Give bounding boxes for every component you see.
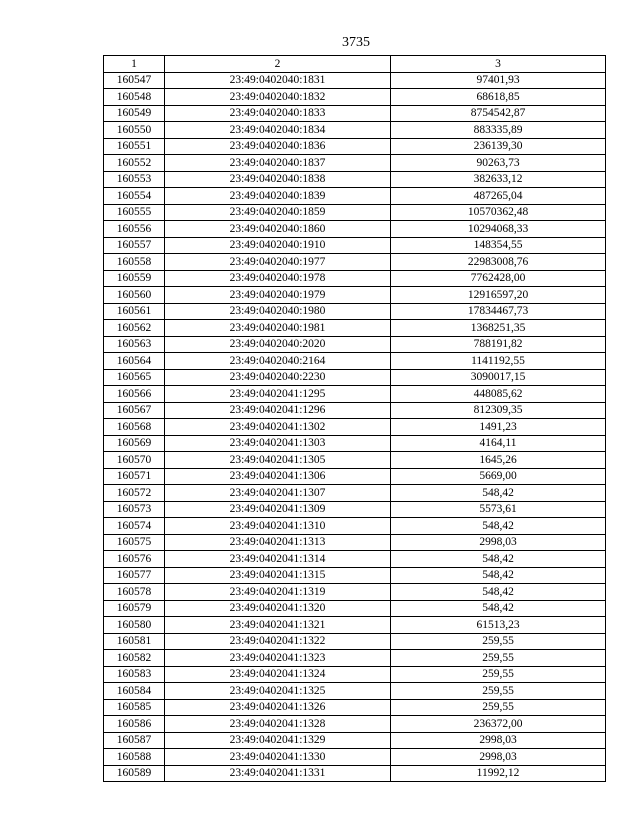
row-number-cell: 160575 <box>104 534 165 551</box>
value-cell: 8754542,87 <box>391 105 606 122</box>
row-number-cell: 160588 <box>104 749 165 766</box>
cadastral-number-cell: 23:49:0402041:1306 <box>165 468 391 485</box>
value-cell: 548,42 <box>391 485 606 502</box>
table-row <box>104 336 606 353</box>
table-row <box>104 551 606 568</box>
cadastral-number-cell: 23:49:0402040:1978 <box>165 270 391 287</box>
value-cell: 236139,30 <box>391 138 606 155</box>
cadastral-number-cell: 23:49:0402041:1324 <box>165 666 391 683</box>
row-number-cell: 160570 <box>104 452 165 469</box>
value-cell: 883335,89 <box>391 122 606 139</box>
table-body <box>104 72 606 782</box>
table-row <box>104 353 606 370</box>
row-number-cell: 160551 <box>104 138 165 155</box>
table-row <box>104 749 606 766</box>
row-number-cell: 160576 <box>104 551 165 568</box>
table-row <box>104 188 606 205</box>
cadastral-number-cell: 23:49:0402040:1839 <box>165 188 391 205</box>
value-cell: 5573,61 <box>391 501 606 518</box>
cadastral-number-cell: 23:49:0402040:1977 <box>165 254 391 271</box>
cadastral-number-cell: 23:49:0402040:1832 <box>165 89 391 106</box>
row-number-cell: 160583 <box>104 666 165 683</box>
row-number-cell: 160558 <box>104 254 165 271</box>
table-header <box>104 56 606 73</box>
table-row <box>104 518 606 535</box>
value-cell: 22983008,76 <box>391 254 606 271</box>
page-number: 3735 <box>342 35 370 50</box>
cadastral-number-cell: 23:49:0402040:1860 <box>165 221 391 238</box>
cadastral-number-cell: 23:49:0402041:1307 <box>165 485 391 502</box>
value-cell: 548,42 <box>391 567 606 584</box>
cadastral-number-cell: 23:49:0402041:1315 <box>165 567 391 584</box>
cadastral-number-cell: 23:49:0402041:1322 <box>165 633 391 650</box>
cadastral-number-cell: 23:49:0402041:1302 <box>165 419 391 436</box>
table-row <box>104 716 606 733</box>
cadastral-number-cell: 23:49:0402041:1323 <box>165 650 391 667</box>
cadastral-number-cell: 23:49:0402041:1326 <box>165 699 391 716</box>
column-header-1: 1 <box>104 56 165 73</box>
table-row <box>104 699 606 716</box>
row-number-cell: 160568 <box>104 419 165 436</box>
cadastral-number-cell: 23:49:0402041:1329 <box>165 732 391 749</box>
column-header-3: 3 <box>391 56 606 73</box>
table-row <box>104 303 606 320</box>
table-row <box>104 666 606 683</box>
row-number-cell: 160577 <box>104 567 165 584</box>
table-row <box>104 89 606 106</box>
cadastral-number-cell: 23:49:0402040:2164 <box>165 353 391 370</box>
value-cell: 7762428,00 <box>391 270 606 287</box>
cadastral-number-cell: 23:49:0402041:1321 <box>165 617 391 634</box>
value-cell: 1645,26 <box>391 452 606 469</box>
table-row <box>104 204 606 221</box>
row-number-cell: 160586 <box>104 716 165 733</box>
value-cell: 259,55 <box>391 666 606 683</box>
row-number-cell: 160563 <box>104 336 165 353</box>
value-cell: 90263,73 <box>391 155 606 172</box>
table-row <box>104 584 606 601</box>
table-row <box>104 270 606 287</box>
value-cell: 10294068,33 <box>391 221 606 238</box>
row-number-cell: 160589 <box>104 765 165 782</box>
row-number-cell: 160554 <box>104 188 165 205</box>
cadastral-number-cell: 23:49:0402041:1320 <box>165 600 391 617</box>
header-row <box>104 56 606 73</box>
row-number-cell: 160567 <box>104 402 165 419</box>
value-cell: 259,55 <box>391 650 606 667</box>
table-row <box>104 221 606 238</box>
value-cell: 548,42 <box>391 584 606 601</box>
value-cell: 788191,82 <box>391 336 606 353</box>
value-cell: 2998,03 <box>391 534 606 551</box>
cadastral-number-cell: 23:49:0402040:1981 <box>165 320 391 337</box>
table-row <box>104 452 606 469</box>
value-cell: 4164,11 <box>391 435 606 452</box>
cadastral-number-cell: 23:49:0402040:2230 <box>165 369 391 386</box>
value-cell: 259,55 <box>391 699 606 716</box>
table-row <box>104 633 606 650</box>
row-number-cell: 160552 <box>104 155 165 172</box>
value-cell: 10570362,48 <box>391 204 606 221</box>
cadastral-number-cell: 23:49:0402040:2020 <box>165 336 391 353</box>
row-number-cell: 160560 <box>104 287 165 304</box>
table-row <box>104 419 606 436</box>
row-number-cell: 160569 <box>104 435 165 452</box>
cadastral-number-cell: 23:49:0402041:1305 <box>165 452 391 469</box>
table-row <box>104 650 606 667</box>
table-row <box>104 485 606 502</box>
row-number-cell: 160555 <box>104 204 165 221</box>
table-row <box>104 468 606 485</box>
cadastral-number-cell: 23:49:0402041:1319 <box>165 584 391 601</box>
row-number-cell: 160550 <box>104 122 165 139</box>
table-row <box>104 287 606 304</box>
value-cell: 11992,12 <box>391 765 606 782</box>
row-number-cell: 160573 <box>104 501 165 518</box>
table-row <box>104 122 606 139</box>
value-cell: 548,42 <box>391 518 606 535</box>
value-cell: 382633,12 <box>391 171 606 188</box>
row-number-cell: 160559 <box>104 270 165 287</box>
row-number-cell: 160572 <box>104 485 165 502</box>
cadastral-number-cell: 23:49:0402040:1833 <box>165 105 391 122</box>
value-cell: 148354,55 <box>391 237 606 254</box>
row-number-cell: 160587 <box>104 732 165 749</box>
value-cell: 548,42 <box>391 551 606 568</box>
cadastral-number-cell: 23:49:0402040:1859 <box>165 204 391 221</box>
table-row <box>104 501 606 518</box>
value-cell: 812309,35 <box>391 402 606 419</box>
cadastral-number-cell: 23:49:0402040:1836 <box>165 138 391 155</box>
row-number-cell: 160584 <box>104 683 165 700</box>
registry-table <box>103 55 606 782</box>
row-number-cell: 160556 <box>104 221 165 238</box>
table-row <box>104 600 606 617</box>
row-number-cell: 160582 <box>104 650 165 667</box>
cadastral-number-cell: 23:49:0402041:1296 <box>165 402 391 419</box>
value-cell: 68618,85 <box>391 89 606 106</box>
value-cell: 97401,93 <box>391 72 606 89</box>
cadastral-number-cell: 23:49:0402041:1325 <box>165 683 391 700</box>
cadastral-number-cell: 23:49:0402040:1831 <box>165 72 391 89</box>
row-number-cell: 160579 <box>104 600 165 617</box>
row-number-cell: 160574 <box>104 518 165 535</box>
table-row <box>104 386 606 403</box>
cadastral-number-cell: 23:49:0402040:1979 <box>165 287 391 304</box>
table-row <box>104 320 606 337</box>
row-number-cell: 160578 <box>104 584 165 601</box>
column-header-2: 2 <box>165 56 391 73</box>
row-number-cell: 160580 <box>104 617 165 634</box>
row-number-cell: 160548 <box>104 89 165 106</box>
row-number-cell: 160557 <box>104 237 165 254</box>
cadastral-number-cell: 23:49:0402041:1309 <box>165 501 391 518</box>
cadastral-number-cell: 23:49:0402041:1313 <box>165 534 391 551</box>
value-cell: 17834467,73 <box>391 303 606 320</box>
table-row <box>104 435 606 452</box>
value-cell: 5669,00 <box>391 468 606 485</box>
row-number-cell: 160585 <box>104 699 165 716</box>
table-row <box>104 171 606 188</box>
table-row <box>104 765 606 782</box>
value-cell: 548,42 <box>391 600 606 617</box>
table-row <box>104 567 606 584</box>
row-number-cell: 160566 <box>104 386 165 403</box>
value-cell: 236372,00 <box>391 716 606 733</box>
table-row <box>104 402 606 419</box>
table-row <box>104 369 606 386</box>
cadastral-number-cell: 23:49:0402041:1331 <box>165 765 391 782</box>
value-cell: 1368251,35 <box>391 320 606 337</box>
row-number-cell: 160564 <box>104 353 165 370</box>
value-cell: 259,55 <box>391 683 606 700</box>
value-cell: 2998,03 <box>391 749 606 766</box>
row-number-cell: 160547 <box>104 72 165 89</box>
cadastral-number-cell: 23:49:0402041:1328 <box>165 716 391 733</box>
row-number-cell: 160581 <box>104 633 165 650</box>
table-row <box>104 72 606 89</box>
value-cell: 1141192,55 <box>391 353 606 370</box>
cadastral-number-cell: 23:49:0402040:1834 <box>165 122 391 139</box>
table-row <box>104 732 606 749</box>
row-number-cell: 160553 <box>104 171 165 188</box>
cadastral-number-cell: 23:49:0402040:1980 <box>165 303 391 320</box>
row-number-cell: 160549 <box>104 105 165 122</box>
table-row <box>104 534 606 551</box>
row-number-cell: 160565 <box>104 369 165 386</box>
cadastral-number-cell: 23:49:0402041:1310 <box>165 518 391 535</box>
table-row <box>104 617 606 634</box>
row-number-cell: 160561 <box>104 303 165 320</box>
value-cell: 3090017,15 <box>391 369 606 386</box>
cadastral-number-cell: 23:49:0402041:1314 <box>165 551 391 568</box>
value-cell: 12916597,20 <box>391 287 606 304</box>
cadastral-number-cell: 23:49:0402040:1910 <box>165 237 391 254</box>
cadastral-number-cell: 23:49:0402040:1837 <box>165 155 391 172</box>
value-cell: 259,55 <box>391 633 606 650</box>
cadastral-number-cell: 23:49:0402041:1330 <box>165 749 391 766</box>
row-number-cell: 160562 <box>104 320 165 337</box>
value-cell: 448085,62 <box>391 386 606 403</box>
cadastral-number-cell: 23:49:0402040:1838 <box>165 171 391 188</box>
value-cell: 2998,03 <box>391 732 606 749</box>
value-cell: 487265,04 <box>391 188 606 205</box>
table-row <box>104 105 606 122</box>
table-row <box>104 155 606 172</box>
cadastral-number-cell: 23:49:0402041:1303 <box>165 435 391 452</box>
table-row <box>104 237 606 254</box>
table-row <box>104 683 606 700</box>
table-row <box>104 254 606 271</box>
table-row <box>104 138 606 155</box>
cadastral-number-cell: 23:49:0402041:1295 <box>165 386 391 403</box>
value-cell: 61513,23 <box>391 617 606 634</box>
value-cell: 1491,23 <box>391 419 606 436</box>
row-number-cell: 160571 <box>104 468 165 485</box>
